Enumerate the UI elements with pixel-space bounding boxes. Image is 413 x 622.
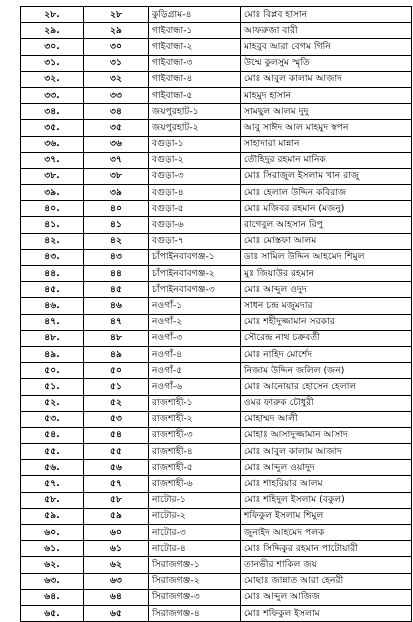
seat-number-cell: ৫৬ [84, 460, 149, 476]
constituency-cell: জয়পুরহাট-১ [149, 104, 241, 120]
seat-number-cell: ৬৩ [84, 573, 149, 589]
nominee-name-cell: মোঃ নাহিদ মোর্শেদ [241, 346, 412, 362]
nominee-name-cell: শফিকুল ইসলাম শিমুল [241, 508, 412, 524]
nominee-name-cell: ওমর ফারুক চৌধুরী [241, 395, 412, 411]
table-row [21, 427, 412, 443]
seat-number-cell: ৪৪ [84, 266, 149, 282]
serial-number-cell: ৩১. [21, 55, 84, 71]
seat-number-cell: ৩৩ [84, 87, 149, 103]
table-row [21, 379, 412, 395]
serial-number-cell: ৬২. [21, 557, 84, 573]
nominee-name-cell: জুনাইদ আহমেদ পলক [241, 525, 412, 541]
serial-number-cell: ৬০. [21, 525, 84, 541]
serial-number-cell: ৫৯. [21, 508, 84, 524]
serial-number-cell: ৫৭. [21, 476, 84, 492]
seat-number-cell: ৬১ [84, 541, 149, 557]
table-row [21, 508, 412, 524]
seat-number-cell: ৬৪ [84, 589, 149, 605]
serial-number-cell: ৬৫. [21, 605, 84, 621]
table-row [21, 282, 412, 298]
nominee-name-cell: মোঃ আব্দুল আজিজ [241, 589, 412, 605]
constituency-cell: নওগাঁ-৩ [149, 330, 241, 346]
table-row [21, 411, 412, 427]
table-row [21, 395, 412, 411]
nominee-name-cell: সাধন চন্দ্র মজুমদার [241, 298, 412, 314]
constituency-cell: নাটোর-৩ [149, 525, 241, 541]
seat-number-cell: ৩২ [84, 71, 149, 87]
serial-number-cell: ৫৫. [21, 444, 84, 460]
nominee-name-cell: সৌরেন্দ্র নাথ চক্রবর্তী [241, 330, 412, 346]
constituency-cell: নওগাঁ-৫ [149, 363, 241, 379]
seat-number-cell: ৪২ [84, 233, 149, 249]
table-row [21, 120, 412, 136]
serial-number-cell: ৩০. [21, 39, 84, 55]
table-row [21, 314, 412, 330]
nominee-name-cell: মোঃ শহীদুজ্জামান সরকার [241, 314, 412, 330]
seat-number-cell: ৩৮ [84, 168, 149, 184]
nominee-name-cell: মোঃ হেলাল উদ্দিন কবিরাজ [241, 185, 412, 201]
table-row [21, 152, 412, 168]
seat-number-cell: ৫৯ [84, 508, 149, 524]
table-row [21, 589, 412, 605]
table-row [21, 7, 412, 23]
nominee-name-cell: মোঃ মোস্তফা আলম [241, 233, 412, 249]
constituency-cell: গাইবান্ধা-১ [149, 23, 241, 39]
constituency-cell: গাইবান্ধা-৩ [149, 55, 241, 71]
serial-number-cell: ৪৩. [21, 249, 84, 265]
table-row [21, 185, 412, 201]
table-row [21, 573, 412, 589]
nominee-name-cell: আবু সাঈদ আল মাহমুদ স্বপন [241, 120, 412, 136]
seat-number-cell: ৫৩ [84, 411, 149, 427]
constituency-cell: সিরাজগঞ্জ-৩ [149, 589, 241, 605]
table-row [21, 363, 412, 379]
serial-number-cell: ৪০. [21, 201, 84, 217]
seat-number-cell: ৫১ [84, 379, 149, 395]
serial-number-cell: ৬৩. [21, 573, 84, 589]
table-row [21, 492, 412, 508]
nominee-name-cell: মোঃ আবুল কালাম আজাদ [241, 71, 412, 87]
nominee-table [20, 6, 412, 622]
seat-number-cell: ৬২ [84, 557, 149, 573]
nominee-name-cell: সাহাদারা মান্নান [241, 136, 412, 152]
serial-number-cell: ৪৪. [21, 266, 84, 282]
constituency-cell: বগুড়া-৫ [149, 201, 241, 217]
constituency-cell: বগুড়া-৭ [149, 233, 241, 249]
table-row [21, 605, 412, 621]
serial-number-cell: ৫৪. [21, 427, 84, 443]
seat-number-cell: ৩১ [84, 55, 149, 71]
seat-number-cell: ৬৫ [84, 605, 149, 621]
seat-number-cell: ৩৪ [84, 104, 149, 120]
constituency-cell: নাটোর-২ [149, 508, 241, 524]
table-row [21, 298, 412, 314]
seat-number-cell: ৫৭ [84, 476, 149, 492]
seat-number-cell: ৪১ [84, 217, 149, 233]
seat-number-cell: ৪৬ [84, 298, 149, 314]
nominee-name-cell: মোঃ সিদ্দিকুর রহমান পাটোয়ারী [241, 541, 412, 557]
seat-number-cell: ৫২ [84, 395, 149, 411]
nominee-name-cell: মোঃ শাহরিয়ার আলম [241, 476, 412, 492]
table-row [21, 104, 412, 120]
serial-number-cell: ৪২. [21, 233, 84, 249]
nominee-name-cell: মোঃ মজিবর রহমান (মজনু) [241, 201, 412, 217]
constituency-cell: রাজশাহী-৪ [149, 444, 241, 460]
constituency-cell: নওগাঁ-৬ [149, 379, 241, 395]
seat-number-cell: ৪৯ [84, 346, 149, 362]
constituency-cell: নওগাঁ-১ [149, 298, 241, 314]
seat-number-cell: ৫৪ [84, 427, 149, 443]
serial-number-cell: ৩৫. [21, 120, 84, 136]
constituency-cell: সিরাজগঞ্জ-৪ [149, 605, 241, 621]
table-row [21, 346, 412, 362]
serial-number-cell: ৫৩. [21, 411, 84, 427]
serial-number-cell: ৫০. [21, 363, 84, 379]
table-row [21, 476, 412, 492]
constituency-cell: সিরাজগঞ্জ-২ [149, 573, 241, 589]
seat-number-cell: ৩৯ [84, 185, 149, 201]
nominee-name-cell: নিজাম উদ্দিন জলিল (জন) [241, 363, 412, 379]
constituency-cell: রাজশাহী-৬ [149, 476, 241, 492]
nominee-name-cell: মোঃ সিরাজুল ইসলাম খান রাজু [241, 168, 412, 184]
nominee-name-cell: তানভীর শাকিল জয় [241, 557, 412, 573]
table-row [21, 460, 412, 476]
nominee-name-cell: মোঃ বিপ্লব হাসান [241, 7, 412, 23]
constituency-cell: বগুড়া-৬ [149, 217, 241, 233]
nominee-name-cell: মোঃ আব্দুল ওয়াদুদ [241, 460, 412, 476]
table-row [21, 525, 412, 541]
seat-number-cell: ৫৮ [84, 492, 149, 508]
serial-number-cell: ৫১. [21, 379, 84, 395]
constituency-cell: বগুড়া-২ [149, 152, 241, 168]
seat-number-cell: ৫৫ [84, 444, 149, 460]
table-row [21, 444, 412, 460]
table-row [21, 541, 412, 557]
constituency-cell: বগুড়া-৩ [149, 168, 241, 184]
constituency-cell: জয়পুরহাট-২ [149, 120, 241, 136]
constituency-cell: চাঁপাইনবাবগঞ্জ-২ [149, 266, 241, 282]
serial-number-cell: ৫৮. [21, 492, 84, 508]
table-row [21, 71, 412, 87]
constituency-cell: চাঁপাইনবাবগঞ্জ-৩ [149, 282, 241, 298]
nominee-name-cell: মুঃ জিয়াউর রহমান [241, 266, 412, 282]
nominee-name-cell: মোঃ আবুল কালাম আজাদ [241, 444, 412, 460]
serial-number-cell: ৫২. [21, 395, 84, 411]
table-row [21, 233, 412, 249]
table-row [21, 330, 412, 346]
serial-number-cell: ৩৩. [21, 87, 84, 103]
serial-number-cell: ২৮. [21, 7, 84, 23]
seat-number-cell: ৬০ [84, 525, 149, 541]
nominee-name-cell: ডাঃ সামিল উদ্দিন আহমেদ শিমুল [241, 249, 412, 265]
constituency-cell: বগুড়া-৪ [149, 185, 241, 201]
serial-number-cell: ৩৭. [21, 152, 84, 168]
nominee-name-cell: মোঃ শফিকুল ইসলাম [241, 605, 412, 621]
nominee-name-cell: মোঃ শহিদুল ইসলাম (বকুল) [241, 492, 412, 508]
table-row [21, 201, 412, 217]
nominee-name-cell: মোঃ আব্দুল ওদুদ [241, 282, 412, 298]
serial-number-cell: ৪৮. [21, 330, 84, 346]
nominee-name-cell: মাহবুব আরা বেগম গিনি [241, 39, 412, 55]
seat-number-cell: ৪৫ [84, 282, 149, 298]
constituency-cell: রাজশাহী-২ [149, 411, 241, 427]
constituency-cell: রাজশাহী-৩ [149, 427, 241, 443]
constituency-cell: সিরাজগঞ্জ-১ [149, 557, 241, 573]
seat-number-cell: ২৯ [84, 23, 149, 39]
constituency-cell: গাইবান্ধা-৫ [149, 87, 241, 103]
nominee-name-cell: আফরুজা বারী [241, 23, 412, 39]
serial-number-cell: ৩৯. [21, 185, 84, 201]
seat-number-cell: ৪৩ [84, 249, 149, 265]
seat-number-cell: ২৮ [84, 7, 149, 23]
serial-number-cell: ৪১. [21, 217, 84, 233]
table-row [21, 39, 412, 55]
serial-number-cell: ৩৮. [21, 168, 84, 184]
nominee-name-cell: মোহাম্মদ আলী [241, 411, 412, 427]
serial-number-cell: ২৯. [21, 23, 84, 39]
constituency-cell: বগুড়া-১ [149, 136, 241, 152]
constituency-cell: রাজশাহী-৫ [149, 460, 241, 476]
seat-number-cell: ৪৮ [84, 330, 149, 346]
serial-number-cell: ৫৬. [21, 460, 84, 476]
nominee-name-cell: উম্মে কুলসুম স্মৃতি [241, 55, 412, 71]
constituency-cell: গাইবান্ধা-৪ [149, 71, 241, 87]
serial-number-cell: ৪৭. [21, 314, 84, 330]
seat-number-cell: ৪৭ [84, 314, 149, 330]
serial-number-cell: ৩৬. [21, 136, 84, 152]
serial-number-cell: ৪৫. [21, 282, 84, 298]
nominee-name-cell: সামছুল আলম দুদু [241, 104, 412, 120]
constituency-cell: নওগাঁ-২ [149, 314, 241, 330]
table-row [21, 87, 412, 103]
table-row [21, 217, 412, 233]
nominee-name-cell: মাহমুদ হাসান [241, 87, 412, 103]
serial-number-cell: ৬১. [21, 541, 84, 557]
constituency-cell: চাঁপাইনবাবগঞ্জ-১ [149, 249, 241, 265]
serial-number-cell: ৬৪. [21, 589, 84, 605]
nominee-name-cell: মোহাঃ আসাদুজ্জামান আসাদ [241, 427, 412, 443]
seat-number-cell: ৪০ [84, 201, 149, 217]
nominee-name-cell: মোছাঃ জান্নাত আরা হেনরী [241, 573, 412, 589]
serial-number-cell: ৪৬. [21, 298, 84, 314]
constituency-cell: কুড়িগ্রাম-৪ [149, 7, 241, 23]
serial-number-cell: ৩২. [21, 71, 84, 87]
nominee-name-cell: মোঃ আনোয়ার হোসেন হেলাল [241, 379, 412, 395]
seat-number-cell: ৩৫ [84, 120, 149, 136]
constituency-cell: নাটোর-৪ [149, 541, 241, 557]
nominee-name-cell: তৌহিদুর রহমান মানিক [241, 152, 412, 168]
table-row [21, 55, 412, 71]
table-row [21, 266, 412, 282]
seat-number-cell: ৩৬ [84, 136, 149, 152]
nominee-table-body [21, 7, 412, 622]
seat-number-cell: ৫০ [84, 363, 149, 379]
constituency-cell: নাটোর-১ [149, 492, 241, 508]
seat-number-cell: ৩০ [84, 39, 149, 55]
table-row [21, 23, 412, 39]
constituency-cell: নওগাঁ-৪ [149, 346, 241, 362]
table-row [21, 249, 412, 265]
seat-number-cell: ৩৭ [84, 152, 149, 168]
table-row [21, 136, 412, 152]
serial-number-cell: ৪৯. [21, 346, 84, 362]
nominee-name-cell: রাগেবুল আহসান রিপু [241, 217, 412, 233]
constituency-cell: রাজশাহী-১ [149, 395, 241, 411]
table-row [21, 557, 412, 573]
constituency-cell: গাইবান্ধা-২ [149, 39, 241, 55]
serial-number-cell: ৩৪. [21, 104, 84, 120]
table-row [21, 168, 412, 184]
